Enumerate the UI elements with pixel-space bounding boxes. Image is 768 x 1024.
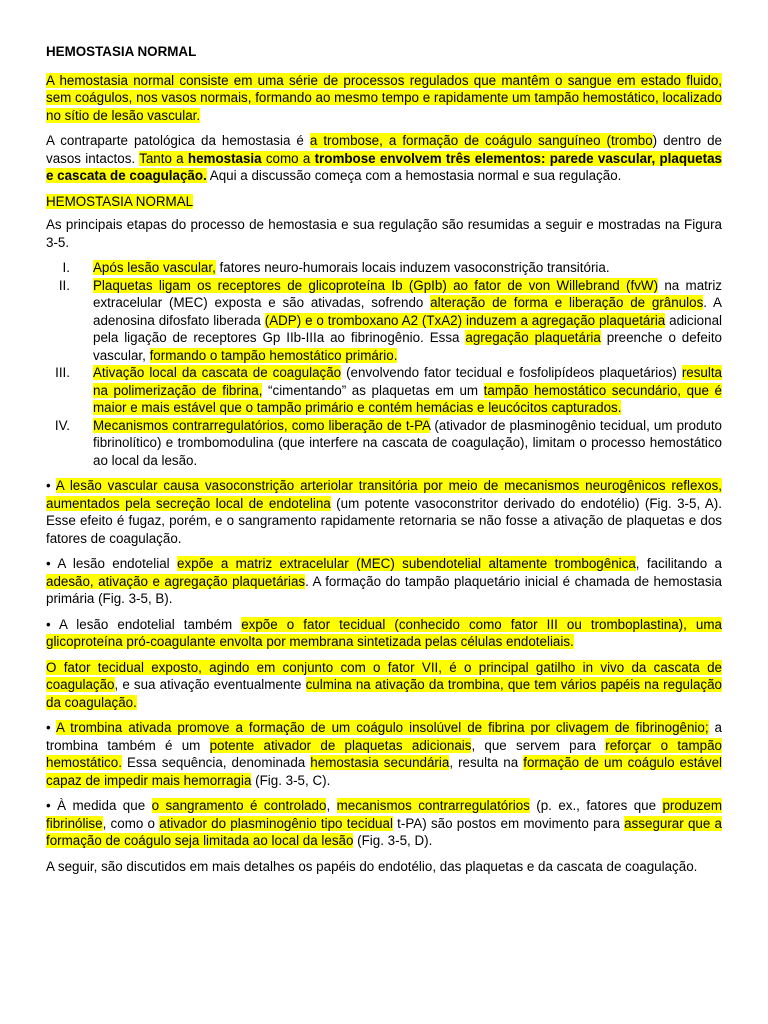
text-run: (Fig. 3-5, C). [251, 772, 331, 788]
highlighted-text: Ativação local da cascata de coagulação [93, 365, 342, 380]
highlighted-text: Após lesão vascular, [93, 260, 216, 275]
highlighted-text: a trombose, a formação de coágulo sanguíneo (trombo [309, 133, 653, 148]
highlighted-text: agregação plaquetária [465, 330, 601, 345]
text-run: , que servem para [471, 737, 606, 753]
text-run: . A adenosina difosfato liberada [93, 295, 722, 328]
highlighted-text: tampão hemostático secundário, que é maior e mais estável que o tampão primário e contém hemácias e leucócitos capturados. [93, 382, 722, 415]
paragraph-closing: A seguir, são discutidos em mais detalhes os papéis do endotélio, das plaquetas e da cascata de coagulação. [46, 858, 698, 874]
highlighted-text: hemostasia secundária [310, 755, 450, 770]
text-run: . A formação do tampão plaquetário inicial é chamada de hemostasia primária (Fig. 3-5, B). [46, 573, 722, 606]
text-run: ) dentro de vasos intactos. [46, 133, 722, 166]
bullet-vasoconstriction [46, 477, 722, 547]
highlighted-text: formando o tampão hemostático primário. [149, 347, 398, 363]
text-run: (p. ex., fatores que [529, 798, 663, 813]
paragraph-steps-intro: As principais etapas do processo de hemostasia e sua regulação são resumidas a seguir e mostradas na Figura 3-5. [46, 217, 722, 250]
bold-text: trombose envolvem três elementos: parede vascular, plaquetas e cascata de coagulação. [46, 150, 722, 183]
text-run: adicional pela ligação de receptores Gp IIb-IIIa ao fibrinogênio. Essa [93, 312, 722, 345]
text-run: , facilitando a [635, 556, 722, 571]
highlighted-text: A trombina ativada promove a formação de um coágulo insolúvel de fibrina por clivagem de fibrinogênio; [55, 720, 709, 735]
highlighted-text: ativador do plasminogênio tipo tecidual [159, 815, 393, 831]
paragraph-tissue-factor-trigger [46, 659, 722, 712]
section-subheading [46, 193, 722, 211]
highlighted-text: formação de um coágulo estável capaz de impedir mais hemorragia [46, 755, 722, 788]
text-run: , como o [102, 815, 160, 831]
text-run: como a [261, 150, 315, 166]
bullet-tissue-factor [46, 616, 722, 651]
text-run: A contraparte patológica da hemostasia é [46, 133, 310, 148]
highlighted-text: culmina na ativação da trombina, que tem vários papéis na regulação da coagulação. [46, 677, 722, 710]
highlighted-text: o sangramento é controlado [151, 798, 327, 813]
text-run: fatores neuro-humorais locais induzem vasoconstrição transitória. [215, 260, 610, 275]
highlighted-text: alteração de forma e liberação de grânulos [430, 295, 704, 310]
bold-text: hemostasia [187, 150, 262, 166]
highlighted-text: O fator tecidual exposto, agindo em conjunto com o fator VII, é o principal gatilho in vivo da cascata de coagulação [46, 659, 722, 692]
text-run: , e sua ativação eventualmente [114, 677, 306, 692]
highlighted-text: (ADP) e o tromboxano A2 (TxA2) induzem a agregação plaquetária [264, 312, 666, 328]
list-item [46, 277, 722, 365]
highlighted-text: resulta na polimerização de fibrina, [93, 365, 723, 398]
paragraph-intro [46, 72, 722, 125]
highlighted-text: reforçar o tampão hemostático. [46, 737, 722, 770]
text-run: t-PA) são postos em movimento para [392, 815, 625, 831]
highlighted-text: expõe a matriz extracelular (MEC) subendotelial altamente trombogênica [177, 556, 636, 571]
steps-list [46, 259, 722, 469]
document-page [46, 43, 722, 883]
bullet-thrombin [46, 719, 722, 789]
bullet-marker: • [46, 478, 56, 493]
text-run: • A lesão endotelial [46, 556, 177, 571]
highlighted-text: expõe o fator tecidual (conhecido como fator III ou tromboplastina), uma glicoproteína pró-coagulante envolta por membrana sintetizada pelas células endoteliais. [46, 616, 722, 649]
text-run: • A lesão endotelial também [46, 616, 242, 632]
document-title: HEMOSTASIA NORMAL [46, 44, 197, 59]
text-run: (ativador de plasminogênio tecidual, um produto fibrinolítico) e trombomodulina (que interfere na cascata de coagulação), limitam o processo hemostático ao local da lesão. [93, 417, 722, 468]
highlighted-text: assegurar que a formação de coágulo seja limitada ao local da lesão [46, 815, 723, 848]
list-item [46, 417, 722, 470]
paragraph-pathologic-counterpart [46, 132, 722, 185]
text-run: Aqui a discussão começa com a hemostasia normal e sua regulação. [206, 168, 622, 183]
list-number: I. [62, 260, 70, 275]
text-run: • À medida que [46, 798, 152, 813]
highlighted-text: A lesão vascular causa vasoconstrição arteriolar transitória por meio de mecanismos neurogênicos reflexos, aumentados pela secreção local de endotelina [46, 478, 723, 511]
text-run: , resulta na [449, 755, 524, 770]
list-number: IV. [54, 417, 70, 433]
text-run: , [326, 798, 337, 813]
highlighted-text: potente ativador de plaquetas adicionais [209, 737, 472, 753]
list-item [46, 259, 722, 277]
list-number: II. [58, 277, 70, 293]
text-run: (um potente vasoconstritor derivado do endotélio) (Fig. 3-5, A). Esse efeito é fugaz, porém, e o sangramento rapidamente retornaria se não fosse a ativação de plaquetas e dos fatores de coagulação. [46, 495, 722, 546]
list-number: III. [55, 365, 70, 380]
text-run: Tanto a [139, 150, 188, 166]
highlighted-text: adesão, ativação e agregação plaquetárias [46, 573, 306, 589]
highlighted-text: A hemostasia normal consiste em uma série de processos regulados que mantêm o sangue em estado fluido, sem coágulos, nos vasos normais, formando ao mesmo tempo e rapidamente um tampão hemostático, localizado no sítio de lesão vascular. [46, 72, 722, 123]
text-run: Essa sequência, denominada [121, 755, 311, 770]
highlighted-text: produzem fibrinólise [46, 798, 723, 831]
highlighted-text: Mecanismos contrarregulatórios, como liberação de t-PA [93, 417, 431, 433]
bullet-endothelial-injury [46, 555, 722, 608]
text-run: (envolvendo fator tecidual e fosfolipídeos plaquetários) [341, 365, 682, 380]
text-run: preenche o defeito vascular, [93, 330, 722, 363]
text-run: na matriz extracelular (MEC) exposta e são ativadas, sofrendo [93, 277, 723, 310]
highlighted-text: Plaquetas ligam os receptores de glicoproteína Ib (GpIb) ao fator de von Willebrand (fvW) [93, 277, 659, 293]
bullet-counterregulation [46, 797, 722, 850]
text-run: a trombina também é um [46, 720, 723, 753]
list-item [46, 364, 722, 417]
highlighted-text: HEMOSTASIA NORMAL [46, 193, 194, 209]
text-run: “cimentando” as plaquetas em um [262, 382, 484, 398]
bullet-marker: • [46, 720, 56, 735]
highlighted-text: mecanismos contrarregulatórios [336, 798, 530, 813]
text-run: (Fig. 3-5, D). [353, 833, 433, 848]
